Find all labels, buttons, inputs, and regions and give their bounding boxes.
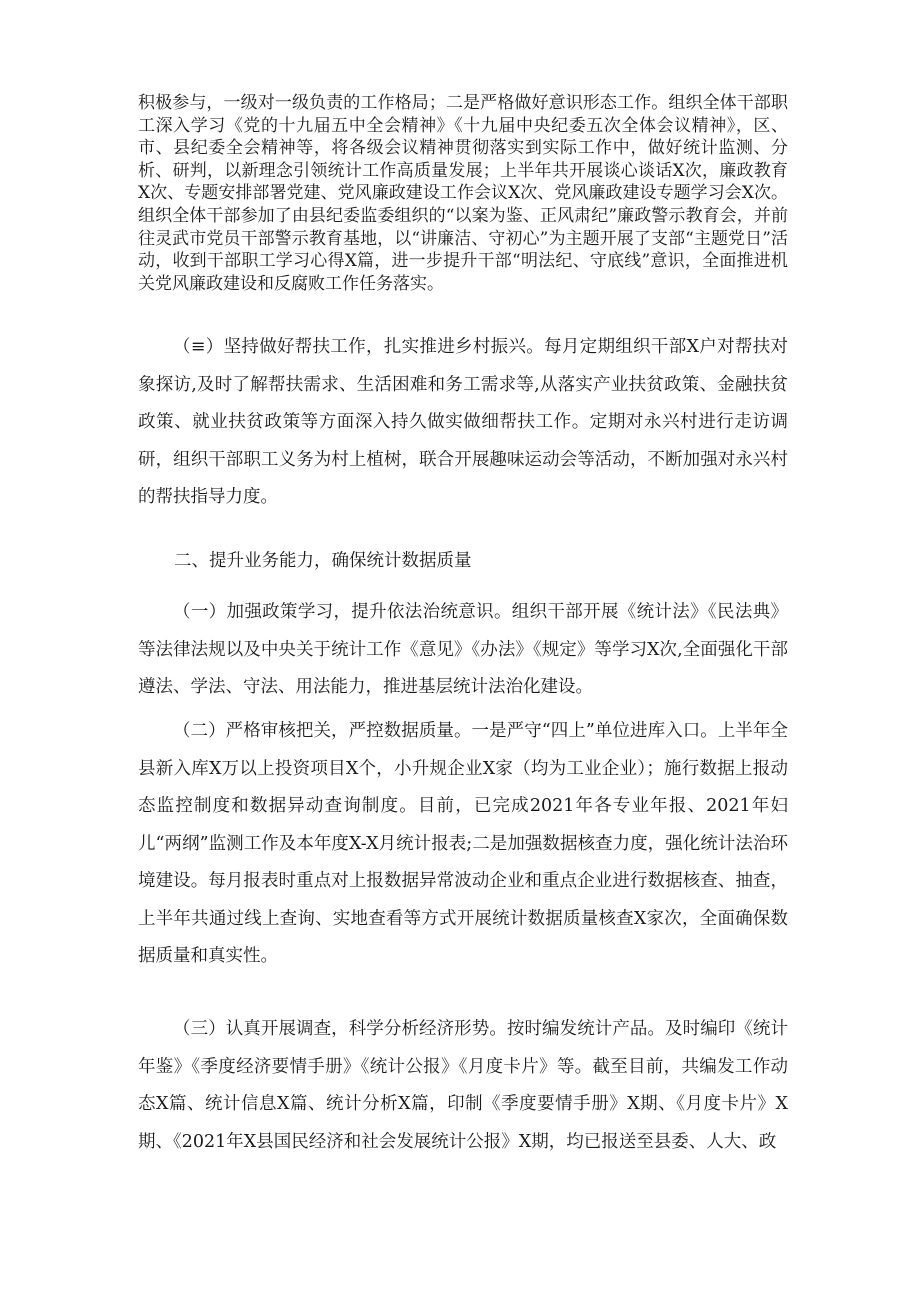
paragraph-text: （一）加强政策学习，提升依法治统意识。组织干部开展《统计法》《民法典》等法律法规以及中央关于统计工作《意见》《办法》《规定》等学习X次,全面强化干部遵法、学法、守法、用法能力，推进基层统计法治化建设。 [138,602,788,697]
paragraph-subsection-3 [138,1011,788,1161]
section-heading-2: 二、提升业务能力，确保统计数据质量 [174,551,472,571]
paragraph-text: （二）严格审核把关，严控数据质量。一是严守“四上”单位进库入口。上半年全县新入库X万以上投资项目X个，小升规企业X家（均为工业企业）；施行数据上报动态监控制度和数据异动查询制度。目前，已完成2021年各专业年报、2021年妇儿“两纲”监测工作及本年度X-X月统计报表;二是加强数据核查力度，强化统计法治环境建设。每月报表时重点对上报数据异常波动企业和重点企业进行数据核查、抽查，上半年共通过线上查询、实地查看等方式开展统计数据质量核查X家次，全面确保数据质量和真实性。 [138,721,788,966]
paragraph-continued: 积极参与，一级对一级负责的工作格局；二是严格做好意识形态工作。组织全体干部职工深入学习《党的十九届五中全会精神》《十九届中央纪委五次全体会议精神》，区、市、县纪委全会精神等，将各级会议精神贯彻落实到实际工作中，做好统计监测、分析、研判，以新理念引领统计工作高质量发展；上半年共开展谈心谈话X次，廉政教育X次、专题安排部署党建、党风廉政建设工作会议X次、党风廉政建设专题学习会X次。组织全体干部参加了由县纪委监委组织的“以案为鉴、正风肃纪”廉政警示教育会，并前往灵武市党员干部警示教育基地，以“讲廉洁、守初心”为主题开展了支部“主题党日”活动，收到干部职工学习心得X篇，进一步提升干部“明法纪、守底线”意识，全面推进机关党风廉政建设和反腐败工作任务落实。 [138,93,788,294]
paragraph-text: （三）认真开展调查，科学分析经济形势。按时编发统计产品。及时编印《统计年鉴》《季度经济要情手册》《统计公报》《月度卡片》等。截至目前，共编发工作动态X篇、统计信息X篇、统计分析X篇，印制《季度要情手册》X期、《月度卡片》X期、《2021年X县国民经济和社会发展统计公报》X期，均已报送至县委、人大、政 [138,1019,788,1152]
paragraph-subsection-2 [138,713,788,976]
paragraph-subsection-1 [138,594,788,707]
paragraph-text: （≡）坚持做好帮扶工作，扎实推进乡村振兴。每月定期组织干部X户对帮扶对象探访,及时了解帮扶需求、生活困难和务工需求等,从落实产业扶贫政策、金融扶贫政策、就业扶贫政策等方面深入持久做实做细帮扶工作。定期对永兴村进行走访调研，组织干部职工义务为村上植树，联合开展趣味运动会等活动，不断加强对永兴村的帮扶指导力度。 [138,337,788,507]
paragraph-section-3 [138,329,788,517]
